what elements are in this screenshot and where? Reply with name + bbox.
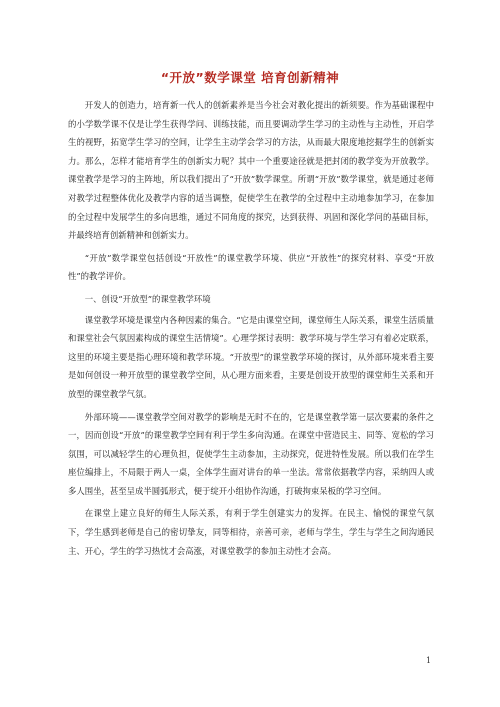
page-number: 1 [426,656,432,665]
section-heading: 一、创设“开放型”的课堂教学环境 [84,293,211,304]
paragraph-external-environment: 外部环境——课堂教学空间对教学的影响是无时不在的，它是课堂教学第一层次要素的条件之一，因而创设“开放”的课堂教学空间有利于学生多向沟通。在课堂中营造民主、同等、宽松的学习氛围，可以减轻学生的心理负担，促使学生主动参加，主动探究，促进特性发展。所以我们在学生座位编排上，不局限于两人一桌，全体学生面对讲台的单一坐法。常常依据教学内容，采纳四人或多人围坐，甚至呈成半圆弧形式，便于绽开小组协作沟通，打破拘束呆板的学习空间。 [68,411,434,496]
paragraph-relationship: 在课堂上建立良好的师生人际关系，有利于学生创建实力的发挥。在民主、愉悦的课堂气氛下，学生感到老师是自己的密切挚友，同等相待，亲善可亲，老师与学生，学生与学生之间沟通民主、开心，学生的学习热忱才会高涨，对课堂教学的参加主动性才会高。 [68,508,434,556]
document-title: “开放”数学课堂 培育创新精神 [160,70,340,85]
document-body [68,96,434,564]
paragraph-overview: “开放”数学课堂包括创设“开放性”的课堂教学环境、供应“开放性”的探究材料、享受“开放性”的教学评价。 [68,252,434,282]
paragraph-intro: 开发人的创造力，培育新一代人的创新素养是当今社会对教化提出的新须要。作为基础课程中的小学数学课不仅是让学生获得学问、训练技能，而且要调动学生学习的主动性与主动性，开启学生的视野，拓宽学生学习的空间，让学生主动学会学习的方法，从而最大限度地挖掘学生的创新实力。那么，怎样才能培育学生的创新实力呢？其中一个重要途径就是把封闭的教学变为开放教学。课堂教学是学习的主阵地，所以我们提出了“开放”数学课堂。所谓“开放”数学课堂，就是通过老师对教学过程整体优化及教学内容的适当调整，促使学生在教学的全过程中主动地参加学习，在参加的全过程中发展学生的多向思维，通过不同角度的探究，达到获得、巩固和深化学问的基础目标，并最终培育创新精神和创新实力。 [68,100,434,241]
paragraph-environment: 课堂教学环境是课堂内各种因素的集合。“它是由课堂空间，课堂师生人际关系，课堂生活质量和课堂社会气氛因素构成的课堂生活情境”。心理学探讨表明：教学环境与学生学习有着必定联系，这里的环境主要是指心理环境和教学环境。“开放型”的课堂教学环境的探讨，从外部环境来看主要是如何创设一种开放型的课堂教学空间，从心理方面来看，主要是创设开放型的课堂师生关系和开放型的课堂教学气氛。 [68,314,434,399]
